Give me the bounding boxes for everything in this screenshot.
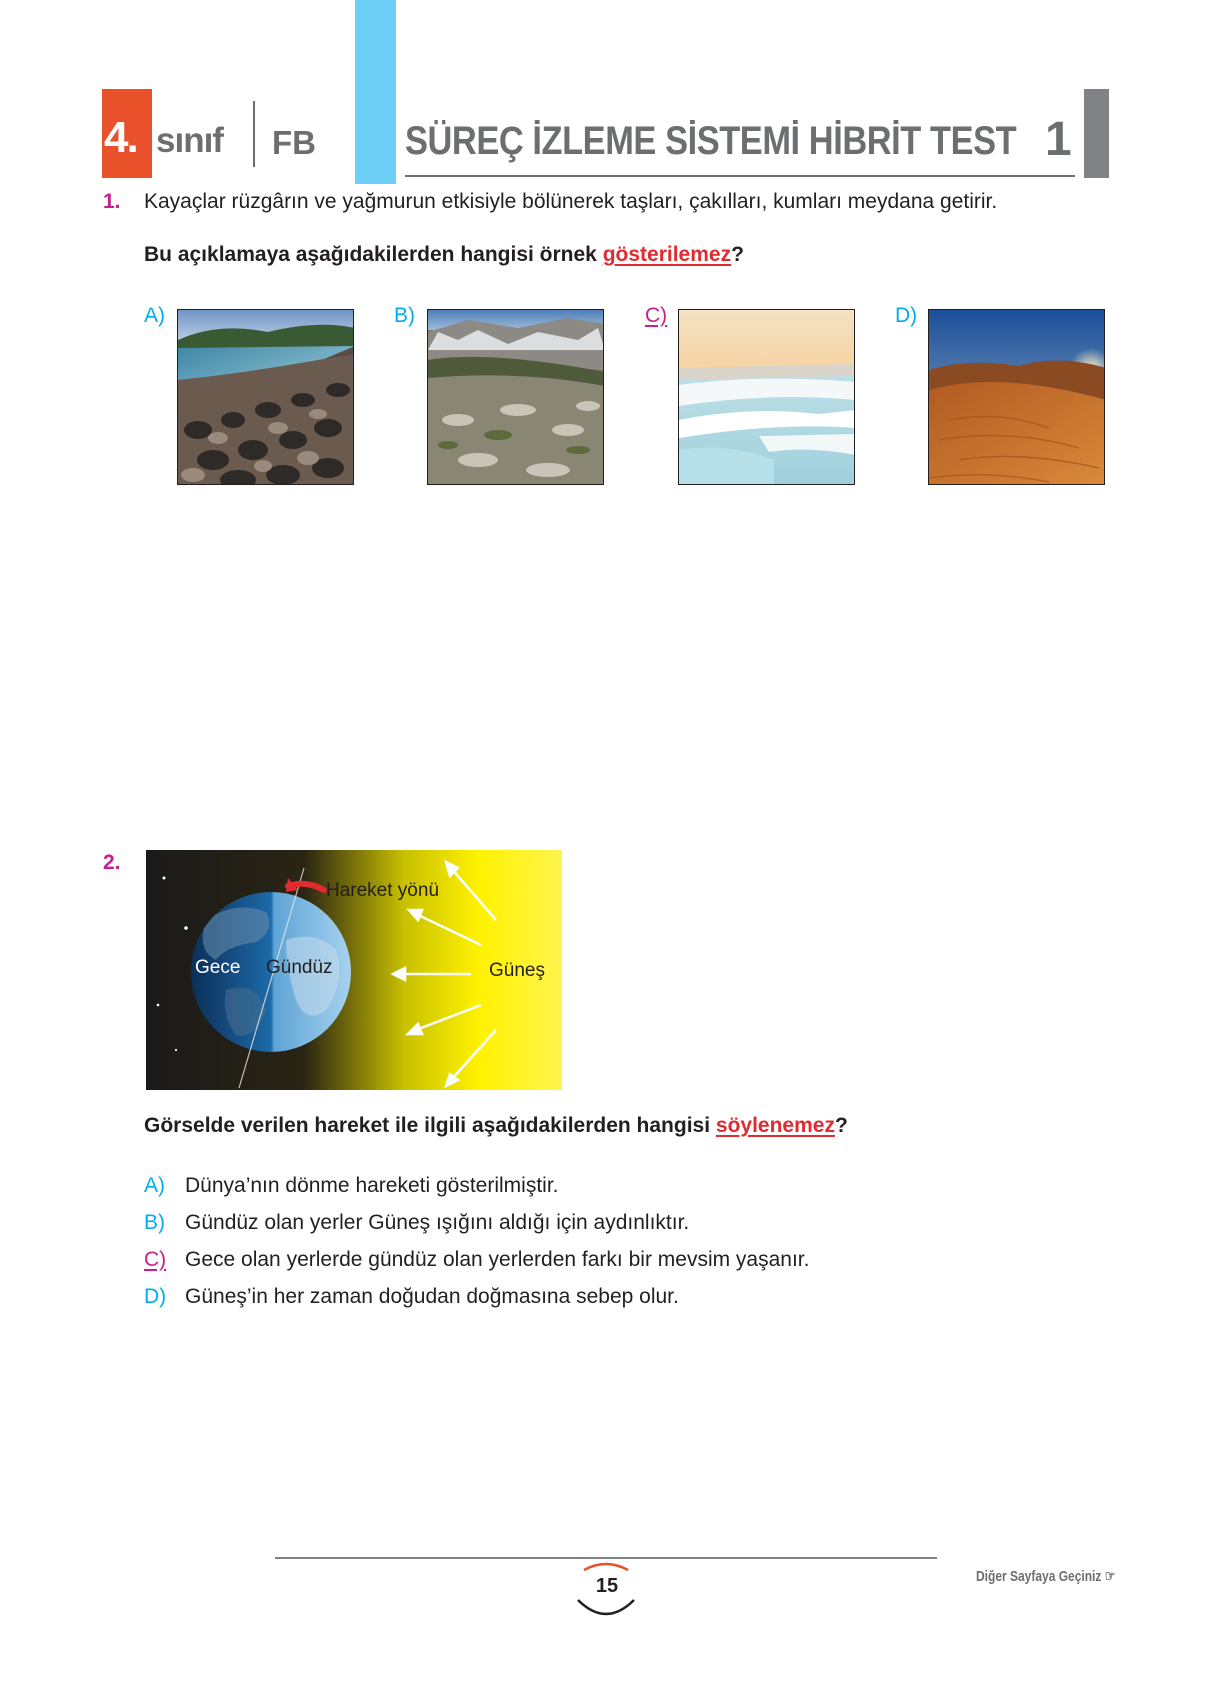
q2-option-b-letter[interactable]: B) xyxy=(144,1211,165,1234)
desert-dunes-photo xyxy=(929,310,1105,485)
q2-option-b-text[interactable]: Gündüz olan yerler Güneş ışığını aldığı için aydınlıktır. xyxy=(185,1211,690,1234)
grade-label: sınıf xyxy=(156,121,223,160)
travertine-terraces-photo xyxy=(679,310,855,485)
question-2-prompt-end: ? xyxy=(834,1114,848,1137)
q1-option-b-image[interactable] xyxy=(427,309,604,485)
grade-number: 4. xyxy=(104,113,137,162)
header-accent-strip xyxy=(355,0,396,184)
question-2-prompt xyxy=(144,1114,848,1138)
earth-rotation-diagram xyxy=(146,850,562,1090)
q2-option-a-letter[interactable]: A) xyxy=(144,1174,165,1197)
q2-option-c-letter[interactable]: C) xyxy=(144,1248,167,1271)
q1-option-c-letter[interactable]: C) xyxy=(645,304,668,327)
q1-option-d-letter[interactable]: D) xyxy=(895,304,918,327)
q1-option-a-letter[interactable]: A) xyxy=(144,304,165,327)
header-divider xyxy=(253,101,255,167)
header-gray-bar xyxy=(1084,89,1109,178)
q2-option-d-letter[interactable]: D) xyxy=(144,1285,167,1308)
q2-option-d-text[interactable]: Güneş’in her zaman doğudan doğmasına sebep olur. xyxy=(185,1285,679,1308)
pebble-beach-photo xyxy=(178,310,354,485)
test-title: SÜREÇ İZLEME SİSTEMİ HİBRİT TEST xyxy=(405,119,1017,163)
test-number: 1 xyxy=(1045,113,1072,166)
pointing-hand-icon: ☞ xyxy=(1104,1568,1116,1585)
question-2-negative-word: söylenemez xyxy=(715,1114,835,1137)
question-1-text: Kayaçlar rüzgârın ve yağmurun etkisiyle bölünerek taşları, çakılları, kumları meydana getirir. xyxy=(144,190,998,213)
q1-option-b-letter[interactable]: B) xyxy=(394,304,415,327)
q1-option-c-image[interactable] xyxy=(678,309,855,485)
next-page-note xyxy=(976,1567,1116,1585)
diagram-label-sun: Güneş xyxy=(489,960,545,981)
question-1-prompt-text: Bu açıklamaya aşağıdakilerden hangisi örnek xyxy=(144,243,603,266)
question-2-prompt-text: Görselde verilen hareket ile ilgili aşağıdakilerden hangisi xyxy=(144,1114,716,1137)
rocky-mountain-photo xyxy=(428,310,604,485)
question-2-number: 2. xyxy=(103,851,121,874)
q2-option-c-text[interactable]: Gece olan yerlerde gündüz olan yerlerden farkı bir mevsim yaşanır. xyxy=(185,1248,810,1271)
question-1-negative-word: gösterilemez xyxy=(602,243,732,266)
diagram-label-direction: Hareket yönü xyxy=(326,880,440,901)
q2-option-a-text[interactable]: Dünya’nın dönme hareketi gösterilmiştir. xyxy=(185,1174,559,1197)
question-1-prompt-end: ? xyxy=(731,243,744,266)
q1-option-d-image[interactable] xyxy=(928,309,1105,485)
question-1-number: 1. xyxy=(103,190,121,213)
next-page-text: Diğer Sayfaya Geçiniz xyxy=(976,1568,1102,1585)
page-number: 15 xyxy=(595,1575,619,1597)
title-underline xyxy=(405,175,1075,177)
diagram-label-night: Gece xyxy=(195,957,241,978)
diagram-label-day: Gündüz xyxy=(266,957,333,978)
subject-code: FB xyxy=(272,124,316,161)
q1-option-a-image[interactable] xyxy=(177,309,354,485)
question-1-prompt xyxy=(144,243,744,267)
footer-rule xyxy=(275,1557,937,1559)
